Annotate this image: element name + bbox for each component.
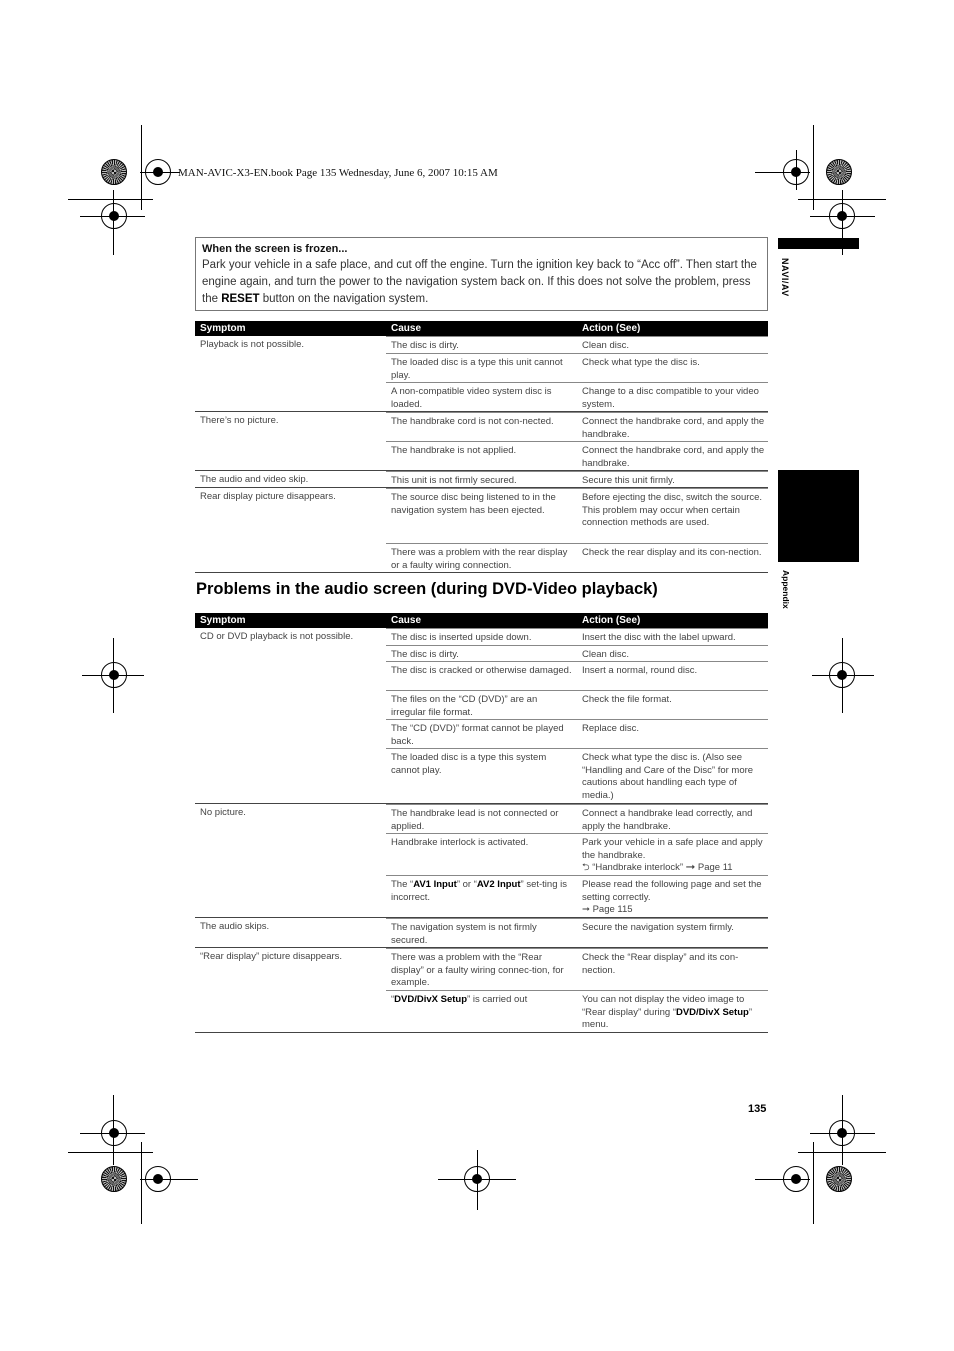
symptom-group — [195, 628, 768, 804]
symptom-cell: Rear display picture disappears. — [200, 491, 336, 502]
table-row: There was a problem with the rear display or a faulty wiring connection. Check the rear display and its con-nection. — [386, 543, 768, 572]
table-row: This unit is not firmly secured. Secure this unit firmly. — [386, 471, 768, 487]
reset-keyword: RESET — [221, 293, 260, 305]
table-row: Handbrake interlock is activated. Park your vehicle in a safe place and apply the handbrake. ⮌ “Handbrake interlock” ➞ Page 11 — [386, 833, 768, 875]
table-row: The source disc being listened to in the navigation system has been ejected. Before ejecting the disc, switch the source. This problem may occur when certain connection methods are used. — [386, 488, 768, 543]
page-number: 135 — [748, 1103, 767, 1115]
table-row: The “AV1 Input” or “AV2 Input” set-ting is incorrect. Please read the following page and set the setting correctly. ➞ Page 115 — [386, 875, 768, 917]
note-body: Park your vehicle in a safe place, and cut off the engine. Turn the ignition key back to “Acc off”. Then start the engine again, and turn the power to the navigation system back on. If this does not solve the problem, press the RESET button on the navigation system. — [202, 259, 757, 305]
symptom-cell: CD or DVD playback is not possible. — [200, 631, 354, 642]
troubleshooting-table-audio-screen — [195, 613, 768, 1033]
section-title: Problems in the audio screen (during DVD-Video playback) — [196, 580, 658, 598]
symptom-cell: The audio and video skip. — [200, 474, 309, 485]
symptom-group — [195, 412, 768, 471]
table-row: The loaded disc is a type this system cannot play. Check what type the disc is. (Also see “Handling and Care of the Disc” for more cautions about handling each type of media.) — [386, 748, 768, 803]
frozen-screen-note — [195, 237, 768, 311]
table-row: The handbrake lead is not connected or applied. Connect a handbrake lead correctly, and apply the handbrake. — [386, 804, 768, 833]
table-row: The disc is cracked or otherwise damaged. Insert a normal, round disc. — [386, 661, 768, 690]
table-row: The handbrake is not applied. Connect the handbrake cord, and apply the handbrake. — [386, 441, 768, 470]
table-row: The disc is dirty. Clean disc. — [386, 336, 768, 353]
symptom-cell: The audio skips. — [200, 921, 270, 932]
side-label-navi-av: NAVI/AV — [780, 258, 790, 297]
symptom-cell: Playback is not possible. — [200, 339, 305, 350]
table-row: The disc is dirty. Clean disc. — [386, 645, 768, 661]
symptom-group — [195, 804, 768, 918]
symptom-cell: No picture. — [200, 807, 246, 818]
troubleshooting-table-general — [195, 321, 768, 573]
table-header: Symptom Cause Action (See) — [195, 321, 768, 336]
symptom-group — [195, 948, 768, 1033]
table-row: The loaded disc is a type this unit cannot play. Check what type the disc is. — [386, 353, 768, 382]
table-header: Symptom Cause Action (See) — [195, 613, 768, 628]
page-reference: ➞ Page 115 — [582, 904, 633, 916]
symptom-group — [195, 918, 768, 948]
symptom-group — [195, 336, 768, 412]
page-reference: ⮌ “Handbrake interlock” ➞ Page 11 — [582, 862, 733, 874]
symptom-group — [195, 488, 768, 573]
table-row: There was a problem with the “Rear display” or a faulty wiring connec-tion, for example. Check the “Rear display” and its con-nection. — [386, 948, 768, 990]
table-row: A non-compatible video system disc is loaded. Change to a disc compatible to your video system. — [386, 382, 768, 411]
symptom-cell: “Rear display” picture disappears. — [200, 951, 343, 962]
table-row: “DVD/DivX Setup” is carried out You can not display the video image to “Rear display” during “DVD/DivX Setup” menu. — [386, 990, 768, 1032]
table-row: The handbrake cord is not con-nected. Connect the handbrake cord, and apply the handbrake. — [386, 412, 768, 441]
print-header: MAN-AVIC-X3-EN.book Page 135 Wednesday, June 6, 2007 10:15 AM — [178, 167, 498, 179]
note-title: When the screen is frozen... — [202, 243, 348, 255]
section-tab-navi-av — [778, 238, 859, 249]
table-row: The files on the “CD (DVD)” are an irregular file format. Check the file format. — [386, 690, 768, 719]
side-label-appendix: Appendix — [781, 570, 791, 609]
section-tab-appendix — [778, 470, 859, 562]
symptom-group — [195, 471, 768, 488]
table-row: The disc is inserted upside down. Insert the disc with the label upward. — [386, 628, 768, 645]
symptom-cell: There’s no picture. — [200, 415, 279, 426]
table-row: The “CD (DVD)” format cannot be played back. Replace disc. — [386, 719, 768, 748]
table-row: The navigation system is not firmly secured. Secure the navigation system firmly. — [386, 918, 768, 947]
